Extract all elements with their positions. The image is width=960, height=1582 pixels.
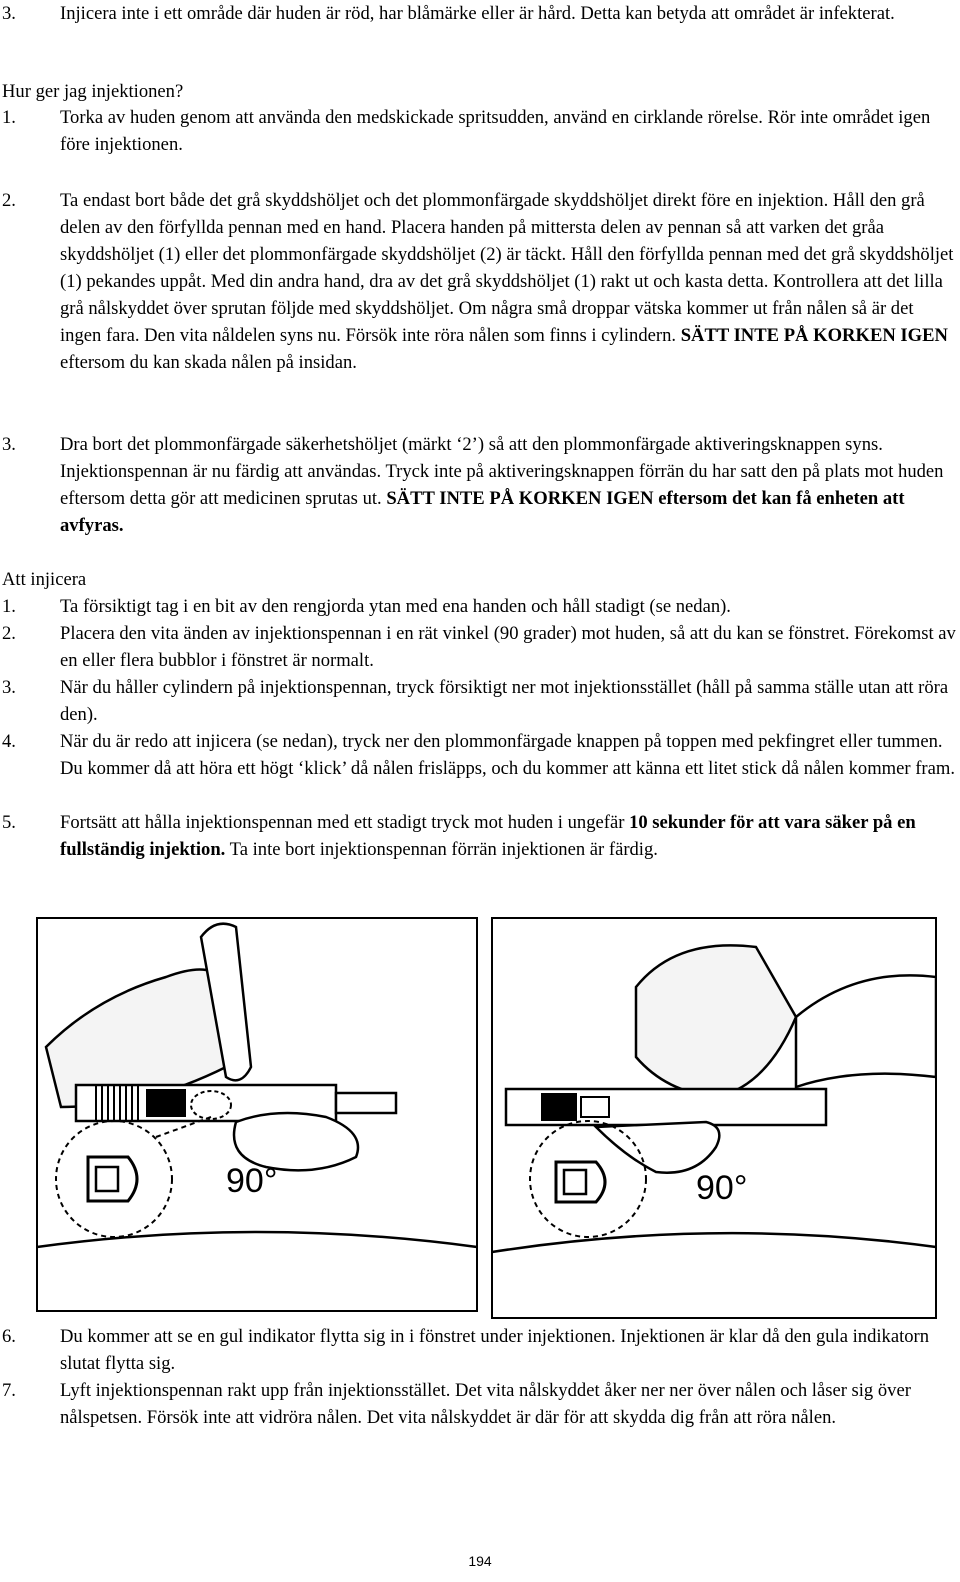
item-text-part: eftersom du kan skada nålen på insidan. xyxy=(60,352,357,373)
right-panel xyxy=(492,918,936,1318)
item-text: Torka av huden genom att använda den medskickade spritsudden, använd en cirklande rörelse. Rör inte området igen före injektionen. xyxy=(60,107,931,155)
item-number: 2. xyxy=(2,623,16,644)
item-text xyxy=(60,431,956,539)
item-number: 4. xyxy=(2,731,16,752)
item-text: När du är redo att injicera (se nedan), tryck ner den plommonfärgade knappen på toppen med pekfingret eller tummen. Du kommer då att höra ett högt ‘klick’ då nålen frisläpps, och du kommer att känna ett litet stick då nålen kommer fram. xyxy=(60,731,955,779)
item-text: Lyft injektionspennan rakt upp från injektionsstället. Det vita nålskyddet åker ner ner över nålen och låser sig över nålspetsen. Försök inte att vidröra nålen. Det vita nålskyddet är där för att skydda dig från att röra nålen. xyxy=(60,1380,911,1428)
item-number: 6. xyxy=(2,1326,16,1347)
page-number: 194 xyxy=(468,1553,492,1569)
item-text-part: Fortsätt att hålla injektionspennan med ett stadigt tryck mot huden i ungefär xyxy=(60,812,625,833)
item-text: Ta försiktigt tag i en bit av den rengjorda ytan med ena handen och håll stadigt (se nedan). xyxy=(60,596,731,617)
item-bold-warning: SÄTT INTE PÅ KORKEN IGEN xyxy=(680,325,948,346)
item-text-part: Ta endast bort både det grå skyddshöljet och det plommonfärgade skyddshöljet direkt före en injektion. Håll den grå delen av den förfyllda pennan med en hand. Placera handen på mittersta delen av pennan så att varken det gråa skyddshöljet (1) eller det plommonfärgade skyddshöljet (2) är täckt. Håll den förfyllda pennan med det grå skyddshöljet (1) pekandes uppåt. Med din andra hand, dra av det grå skyddshöljet (1) rakt ut och kasta detta. Kontrollera att det lilla grå nålskyddet över sprutan följde med skyddshöljet. Om några små droppar vätska kommer ut från nålen så är det ingen fara. Den vita nåldelen syns nu. Försök inte röra nålen som finns i cylindern. xyxy=(60,190,954,346)
item-number: 5. xyxy=(2,812,16,833)
item-text: När du håller cylindern på injektionspennan, tryck försiktigt ner mot injektionsstället (håll på samma ställe utan att röra den). xyxy=(60,677,949,725)
right-angle-label: 90° xyxy=(696,1169,748,1207)
item-bold-warning: SÄTT INTE PÅ KORKEN IGEN eftersom det kan få enheten att avfyras. xyxy=(60,488,905,536)
injection-illustration xyxy=(36,917,937,1327)
item-number: 2. xyxy=(2,190,16,211)
item-number: 7. xyxy=(2,1380,16,1401)
item-number: 1. xyxy=(2,107,16,128)
item-text: Placera den vita änden av injektionspennan i en rät vinkel (90 grader) mot huden, så att du kan se fönstret. Förekomst av en eller flera bubblor i fönstret är normalt. xyxy=(60,623,956,671)
left-angle-label: 90° xyxy=(226,1162,278,1200)
item-text: Du kommer att se en gul indikator flytta sig in i fönstret under injektionen. Injektionen är klar då den gula indikatorn slutat flytta sig. xyxy=(60,1326,930,1374)
left-panel xyxy=(37,918,477,1311)
item-text-part: Dra bort det plommonfärgade säkerhetshöljet (märkt ‘2’) så att den plommonfärgade aktiveringsknappen syns. Injektionspennan är nu färdig att användas. Tryck inte på aktiveringsknappen förrän du har satt den på plats mot huden eftersom detta gör att medicinen sprutas ut. xyxy=(60,434,944,509)
item-text-part: Ta inte bort injektionspennan förrän injektionen är färdig. xyxy=(229,839,658,860)
section-heading: Att injicera xyxy=(2,569,87,590)
item-text: Injicera inte i ett område där huden är röd, har blåmärke eller är hård. Detta kan betyda att området är infekterat. xyxy=(60,3,895,24)
item-number: 3. xyxy=(2,434,16,455)
item-number: 3. xyxy=(2,3,16,24)
left-pen-window xyxy=(146,1089,186,1117)
item-text xyxy=(60,187,956,376)
right-pen-window xyxy=(541,1093,577,1121)
item-text xyxy=(60,809,956,863)
section-heading: Hur ger jag injektionen? xyxy=(2,81,184,102)
item-number: 3. xyxy=(2,677,16,698)
item-bold-emphasis: 10 sekunder för att vara säker på en fullständig injektion. xyxy=(60,812,916,860)
item-number: 1. xyxy=(2,596,16,617)
